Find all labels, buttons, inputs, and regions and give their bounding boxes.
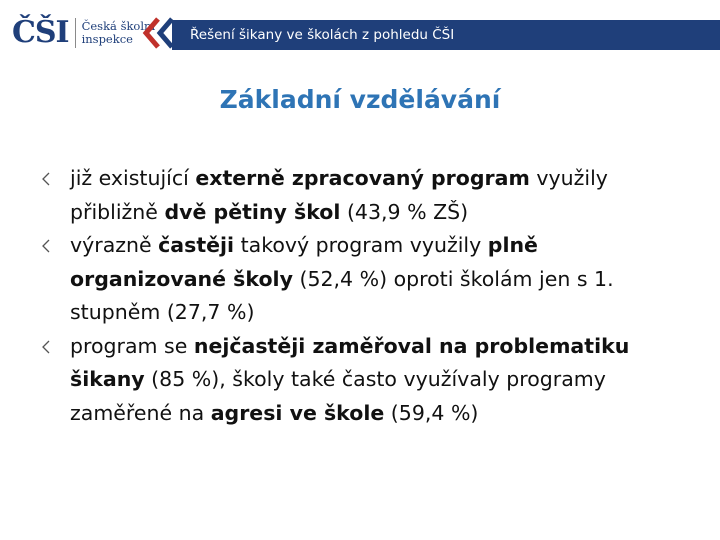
logo-text-line2: inspekce [81,32,133,46]
csi-logo [12,16,155,50]
logo-mark: ČŠI [12,15,69,50]
logo-text-line1: Česká školní [81,19,156,33]
bullet-text: (59,4 %) [384,400,479,425]
bullet-emphasis: častěji [158,233,235,257]
bullet-text: takový program využily [234,233,488,257]
bullet-list [40,162,680,430]
slide-header [0,0,720,64]
chevron-left-icon [40,340,52,354]
bullet-text: výrazně [70,233,159,257]
bullet-item [40,330,680,431]
bullet-text: program se [70,333,194,358]
bullet-emphasis: externě zpracovaný program [195,166,530,190]
bullet-text: využily přibližně [70,166,608,224]
bullet-text: již existující [70,166,196,190]
bullet-emphasis: agresi ve škole [210,400,385,425]
bullet-text: (85 %), školy také často využívaly programy zaměřené na [70,367,606,425]
double-chevron-left-icon [142,15,176,51]
chevron-left-icon [40,172,52,186]
bullet-emphasis: plně organizované školy [70,233,538,291]
slide-title: Základní vzdělávání [219,85,501,114]
bullet-emphasis: nejčastěji zaměřoval na problematiku šikany [70,333,630,391]
bullet-item [40,229,680,330]
banner-title: Řešení šikany ve školách z pohledu ČŠI [190,27,455,43]
logo-divider [75,18,76,48]
bullet-emphasis: dvě pětiny škol [164,199,341,224]
chevron-left-icon [40,239,52,253]
bullet-text: (52,4 %) oproti školám jen s 1. stupněm (27,7 %) [70,266,614,324]
bullet-item [40,162,680,229]
bullet-text: (43,9 % ZŠ) [340,199,469,224]
